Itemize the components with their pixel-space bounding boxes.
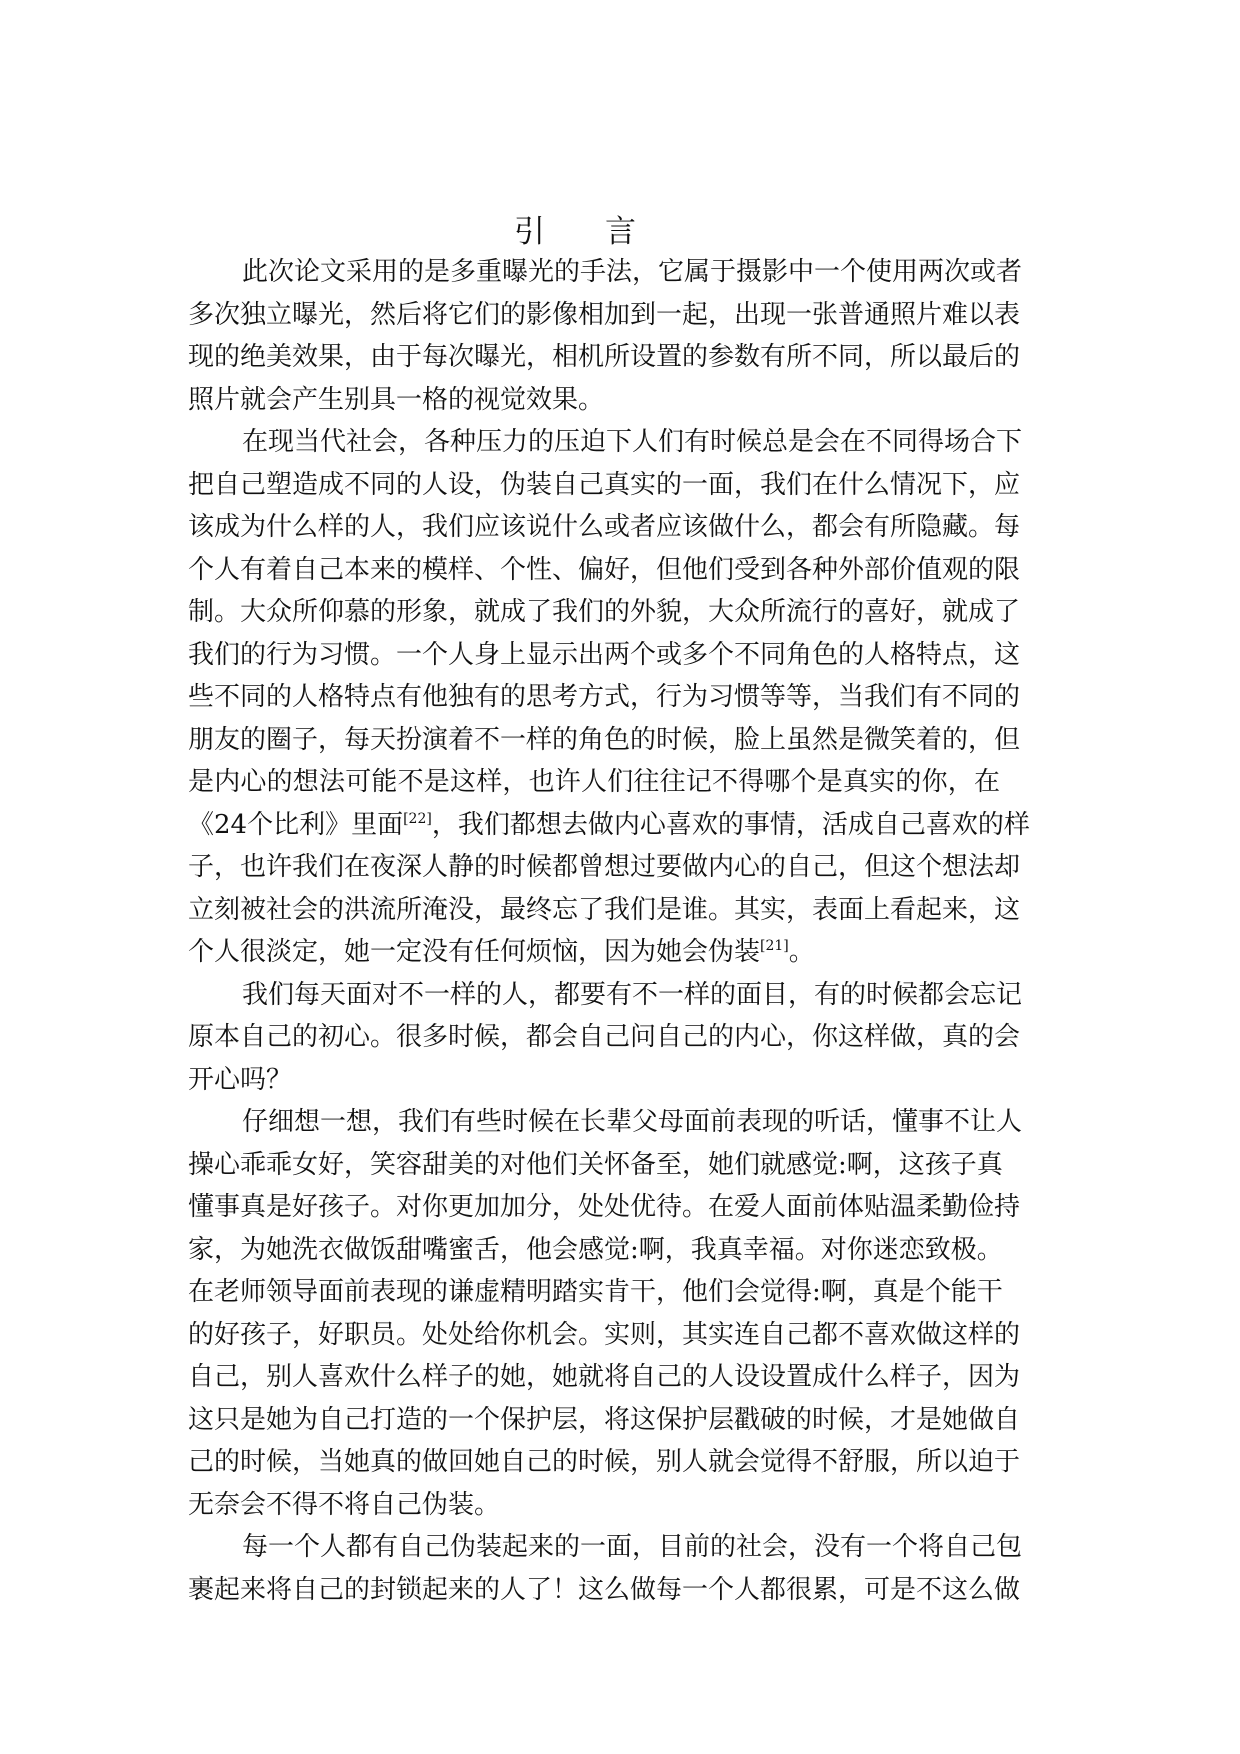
title-char: 言 [605,214,636,250]
text-line: 家，为她洗衣做饭甜嘴蜜舌，他会感觉:啊，我真幸福。对你迷恋致极。 [188,1234,1003,1265]
text-line: 的好孩子，好职员。处处给你机会。实则，其实连自己都不喜欢做这样的 [188,1319,1021,1350]
text-line: 我们的行为习惯。一个人身上显示出两个或多个不同角色的人格特点，这 [188,639,1021,670]
text-line: 是内心的想法可能不是这样，也许人们往往记不得哪个是真实的你，在 [188,767,1000,797]
text-line: 朋友的圈子，每天扮演着不一样的角色的时候，脸上虽然是微笑着的，但 [188,724,1021,755]
text-line: 在现当代社会，各种压力的压迫下人们有时候总是会在不同得场合下 [242,427,1023,457]
text-line: 仔细想一想，我们有些时候在长辈父母面前表现的听话，懂事不让人 [242,1107,1023,1137]
text-line: 自己，别人喜欢什么样子的她，她就将自己的人设设置成什么样子，因为 [188,1362,1021,1392]
paragraph [188,251,1023,421]
text-line: 子，也许我们在夜深人静的时候都曾想过要做内心的自己，但这个想法却 [188,852,1021,882]
text-line: 懂事真是好孩子。对你更加加分，处处优待。在爱人面前体贴温柔勤俭持 [188,1192,1021,1222]
text-line: 个人有着自己本来的模样、个性、偏好，但他们受到各种外部价值观的限 [188,554,1021,585]
text-line: 照片就会产生别具一格的视觉效果。 [188,384,605,415]
page-title [0,212,1150,252]
paragraph [188,421,1030,974]
text-line: 原本自己的初心。很多时候，都会自己问自己的内心，你这样做，真的会 [188,1022,1021,1052]
text-line: 现的绝美效果，由于每次曝光，相机所设置的参数有所不同，所以最后的 [188,342,1021,372]
text-line: 把自己塑造成不同的人设，伪装自己真实的一面，我们在什么情况下，应 [188,469,1021,500]
text-line: 每一个人都有自己伪装起来的一面，目前的社会，没有一个将自己包 [242,1532,1023,1562]
text-segment: 《24个比利》里面 [188,809,404,840]
text-line: 此次论文采用的是多重曝光的手法，它属于摄影中一个使用两次或者 [242,257,1023,287]
document-body [188,251,1030,1611]
text-line: 多次独立曝光，然后将它们的影像相加到一起，出现一张普通照片难以表 [188,299,1021,330]
text-line: 裹起来将自己的封锁起来的人了！这么做每一个人都很累，可是不这么做 [188,1574,1021,1605]
text-line: 些不同的人格特点有他独有的思考方式，行为习惯等等，当我们有不同的 [188,682,1021,712]
text-line: 己的时候，当她真的做回她自己的时候，别人就会觉得不舒服，所以迫于 [188,1447,1021,1477]
text-line: 开心吗？ [188,1064,293,1095]
text-line [188,804,1030,847]
text-line: 操心乖乖女好，笑容甜美的对他们关怀备至，她们就感觉:啊，这孩子真 [188,1149,1003,1180]
paragraph [188,1526,1023,1611]
paragraph [188,1101,1023,1526]
text-segment: ，我们都想去做内心喜欢的事情，活成自己喜欢的样 [431,809,1030,840]
text-line: 制。大众所仰慕的形象，就成了我们的外貌，大众所流行的喜好，就成了 [188,597,1021,627]
text-line: 这只是她为自己打造的一个保护层，将这保护层戳破的时候，才是她做自 [188,1404,1021,1435]
text-line: 我们每天面对不一样的人，都要有不一样的面目，有的时候都会忘记 [242,979,1023,1010]
text-segment: 个人很淡定，她一定没有任何烦恼，因为她会伪装 [188,937,761,967]
citation-reference: [22] [403,810,432,827]
paragraph [188,974,1023,1102]
text-line: 该成为什么样的人，我们应该说什么或者应该做什么，都会有所隐藏。每 [188,512,1021,542]
text-segment: 。 [788,937,815,967]
text-line: 立刻被社会的洪流所淹没，最终忘了我们是谁。其实，表面上看起来，这 [188,894,1021,925]
text-line: 在老师领导面前表现的谦虚精明踏实肯干，他们会觉得:啊，真是个能干 [188,1277,1003,1307]
title-char: 引 [514,214,545,250]
text-line: 无奈会不得不将自己伪装。 [188,1489,501,1520]
citation-reference: [21] [760,938,789,954]
text-line [188,931,1000,974]
